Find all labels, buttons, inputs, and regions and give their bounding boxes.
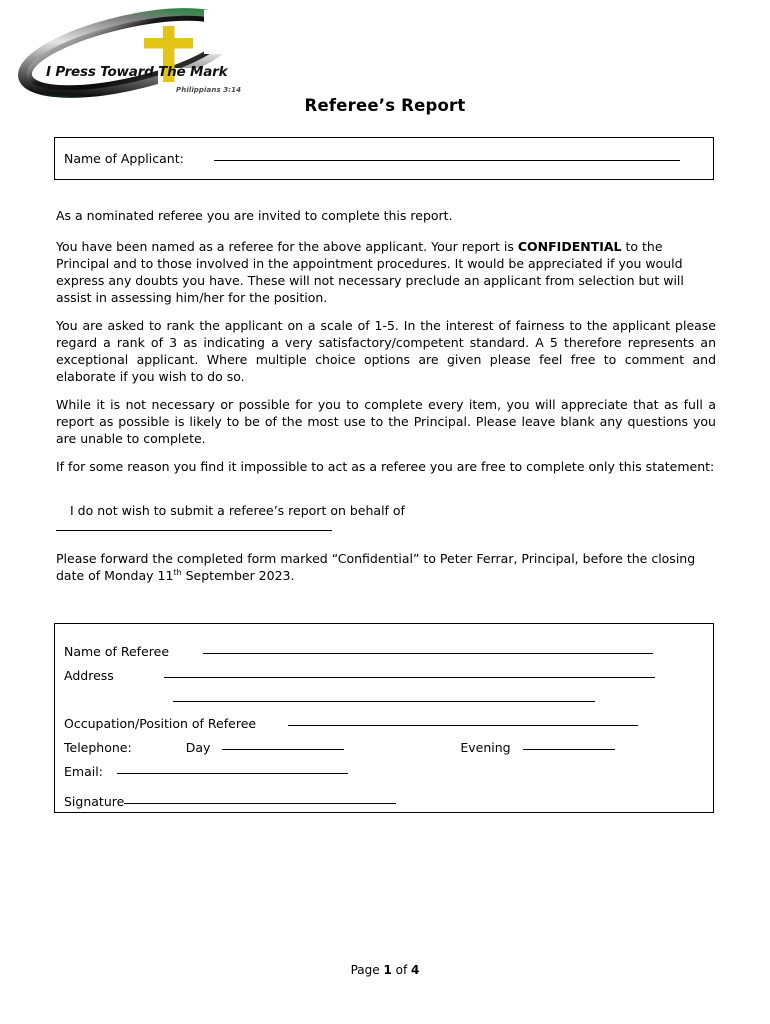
referee-details-box bbox=[54, 623, 714, 813]
referee-name-label: Name of Referee bbox=[64, 644, 170, 659]
page-footer bbox=[0, 963, 770, 977]
confidentiality-text-part1: You have been named as a referee for the above applicant. Your report is bbox=[56, 239, 518, 254]
referee-day-phone-input[interactable] bbox=[222, 749, 344, 750]
referee-email-input[interactable] bbox=[117, 773, 348, 774]
swoosh-graphic bbox=[8, 8, 258, 98]
submission-text-part2: September 2023. bbox=[181, 568, 295, 583]
intro-paragraph: As a nominated referee you are invited to complete this report. bbox=[56, 208, 453, 223]
decline-statement-input[interactable] bbox=[56, 530, 332, 531]
applicant-name-input[interactable] bbox=[214, 160, 680, 161]
ranking-scale-paragraph: You are asked to rank the applicant on a scale of 1-5. In the interest of fairness to the applicant please regard a rank of 3 as indicating a very satisfactory/competent standard. A 5 therefore represents an exceptional applicant. Where multiple choice options are given please feel free to comment and elaborate if you wish to do so. bbox=[56, 318, 716, 384]
applicant-name-label: Name of Applicant: bbox=[64, 151, 184, 166]
referee-name-input[interactable] bbox=[203, 653, 653, 654]
referee-occupation-label: Occupation/Position of Referee bbox=[64, 716, 257, 731]
referee-day-label: Day bbox=[185, 740, 211, 755]
referee-signature-input[interactable] bbox=[124, 803, 396, 804]
referee-signature-label: Signature bbox=[64, 794, 125, 809]
applicant-name-row bbox=[64, 151, 709, 166]
organization-logo bbox=[8, 8, 258, 98]
confidential-emphasis: CONFIDENTIAL bbox=[517, 239, 622, 254]
referee-address-row-2 bbox=[64, 692, 595, 707]
referee-address-input-2[interactable] bbox=[173, 701, 595, 702]
logo-brand-text: I Press Toward The Mark bbox=[46, 64, 228, 80]
ordinal-suffix: th bbox=[173, 567, 182, 577]
decline-statement: I do not wish to submit a referee’s report on behalf of bbox=[70, 503, 405, 518]
referee-telephone-label: Telephone: bbox=[64, 740, 132, 755]
referee-evening-phone-input[interactable] bbox=[523, 749, 615, 750]
referee-email-label: Email: bbox=[64, 764, 103, 779]
submission-text-part1: Please forward the completed form marked “Confidential” to Peter Ferrar, Principal, before the closing date of Monday 11 bbox=[56, 551, 696, 583]
referee-signature-row bbox=[64, 794, 396, 809]
referee-address-label: Address bbox=[64, 668, 114, 683]
confidentiality-paragraph bbox=[56, 238, 716, 306]
decline-intro-paragraph: If for some reason you find it impossible to act as a referee you are free to complete only this statement: bbox=[56, 459, 715, 474]
referee-telephone-row bbox=[64, 740, 709, 755]
submission-instructions-paragraph bbox=[56, 550, 716, 584]
logo-verse-text: Philippians 3:14 bbox=[176, 86, 242, 94]
referee-address-input[interactable] bbox=[164, 677, 655, 678]
footer-total-pages: 4 bbox=[411, 963, 420, 977]
applicant-name-box bbox=[54, 137, 714, 180]
completeness-paragraph: While it is not necessary or possible for you to complete every item, you will appreciate that as full a report as possible is likely to be of the most use to the Principal. Please leave blank any questions you are unable to complete. bbox=[56, 397, 716, 446]
referee-name-row bbox=[64, 644, 653, 659]
footer-page-middle: of bbox=[391, 963, 412, 977]
confidentiality-text-part2: to the Principal and to those involved in the appointment procedures. It would be appreciated if you would express any doubts you have. These will not necessary preclude an applicant from selection but will assist in assessing him/her for the position. bbox=[56, 239, 684, 305]
referee-address-row bbox=[64, 668, 655, 683]
referee-evening-label: Evening bbox=[460, 740, 511, 755]
referee-occupation-input[interactable] bbox=[288, 725, 638, 726]
referee-email-row bbox=[64, 764, 348, 779]
footer-current-page: 1 bbox=[383, 963, 392, 977]
page-title: Referee’s Report bbox=[304, 96, 466, 115]
footer-page-prefix: Page bbox=[350, 963, 384, 977]
referee-occupation-row bbox=[64, 716, 638, 731]
